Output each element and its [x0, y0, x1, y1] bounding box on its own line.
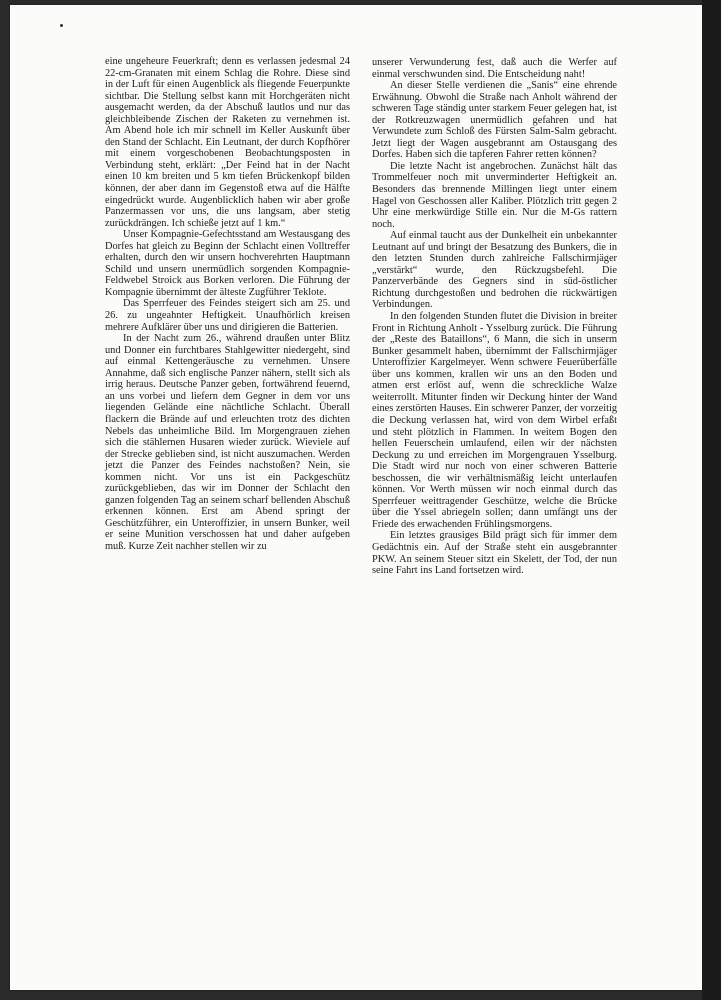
left-column [105, 56, 350, 553]
paragraph: In der Nacht zum 26., während draußen unter Blitz und Donner ein furchtbares Stahlgewitter niedergeht, sind auf einmal Kettengeräusche zu vernehmen. Unsere Annahme, daß sich englische Panzer nähern, stellt sich als irrig heraus. Deutsche Panzer geben, fortwährend feuernd, an uns vorbei und liefern dem Gegner in dem vor uns liegenden Gelände eine nächtliche Schlacht. Überall flackern die Brände auf und erleuchten trotz des dichten Nebels das unheimliche Bild. Im Morgengrauen ziehen sich die stählernen Husaren wieder zurück. Wieviele auf der Strecke geblieben sind, ist nicht auszumachen. Werden jetzt die Panzer des Feindes nachstoßen? Nein, sie kommen nicht. Vor uns ist ein Packgeschütz zurückgeblieben, das wir im Donner der Schlacht den ganzen folgenden Tag an seinem scharf bellenden Abschuß erkennen können. Erst am Abend springt der Geschützführer, ein Unteroffizier, in unsern Bunker, weil er seine Munition verschossen hat und daher aufgeben muß. Kurze Zeit nachher stellen wir zu [105, 333, 350, 552]
paragraph: An dieser Stelle verdienen die „Sanis“ eine ehrende Erwähnung. Obwohl die Straße nach Anholt während der schweren Tage ständig unter starkem Feuer gelegen hat, ist der Rotkreuzwagen unermüdlich gefahren und hat Verwundete zum Schloß des Fürsten Salm-Salm gebracht. Jetzt liegt der Wagen ausgebrannt am Ostausgang des Dorfes. Haben sich die tapferen Fahrer retten können? [372, 80, 617, 161]
paragraph: Unser Kompagnie-Gefechtsstand am Westausgang des Dorfes hat gleich zu Beginn der Schlacht einen Volltreffer erhalten, durch den wir unsern hochverehrten Hauptmann Schild und unsern unermüdlich sorgenden Kompagnie-Feldwebel Stroick aus Borken verloren. Die Führung der Kompagnie übernimmt der älteste Zugführer Teklote. [105, 229, 350, 298]
paragraph: unserer Verwunderung fest, daß auch die Werfer auf einmal verschwunden sind. Die Entscheidung naht! [372, 57, 617, 80]
paragraph: Die letzte Nacht ist angebrochen. Zunächst hält das Trommelfeuer noch mit unverminderter Heftigkeit an. Besonders das brennende Millingen liegt unter einem Hagel von Geschossen aller Kaliber. Plötzlich tritt gegen 2 Uhr eine merkwürdige Stille ein. Nur die M-Gs rattern noch. [372, 160, 617, 230]
paragraph: Ein letztes grausiges Bild prägt sich für immer dem Gedächtnis ein. Auf der Straße steht ein ausgebrannter PKW. An seinem Steuer sitzt ein Skelett, der Tod, der nun seine Fahrt ins Land fortsetzen wird. [372, 530, 617, 577]
document-page [10, 5, 702, 990]
ink-speck [60, 24, 63, 27]
paragraph: Das Sperrfeuer des Feindes steigert sich am 25. und 26. zu ungeahnter Heftigkeit. Unaufhörlich kreisen mehrere Aufklärer über uns und dirigieren die Batterien. [105, 298, 350, 333]
scan-edge [702, 0, 721, 1000]
paragraph: eine ungeheure Feuerkraft; denn es verlassen jedesmal 24 22-cm-Granaten mit einem Schlag die Rohre. Diese sind in der Luft für einen Augenblick als fliegende Feuerpunkte sichtbar. Die Stellung selbst kann mit Horchgeräten nicht ausgemacht werden, da der Abschuß lautlos und nur das gleichbleibende Zischen der Raketen zu vernehmen ist. Am Abend hole ich mir schnell im Keller Auskunft über den Stand der Schlacht. Ein Leutnant, der durch Kopfhörer mit einem vorgeschobenen Beobachtungsposten in Verbindung steht, erklärt: „Der Feind hat in der Nacht einen 10 km breiten und 5 km tiefen Brückenkopf bilden können, der aber dann im Gegenstoß etwa auf die Hälfte eingedrückt wurde. Augenblicklich haben wir aber große Panzermassen vor uns, die uns langsam, aber stetig zurückdrängen. Ich schieße jetzt auf 1 km.“ [105, 56, 350, 229]
paragraph: Auf einmal taucht aus der Dunkelheit ein unbekannter Leutnant auf und bringt der Besatzung des Bunkers, die in den letzten Stunden durch zahlreiche Fallschirmjäger „verstärkt“ wurde, den Rückzugsbefehl. Die Panzerverbände des Gegners sind in süd-östlicher Richtung durchgestoßen und bedrohen die rückwärtigen Verbindungen. [372, 230, 617, 311]
paragraph: In den folgenden Stunden flutet die Division in breiter Front in Richtung Anholt - Ysselburg zurück. Die Führung der „Reste des Bataillons“, 6 Mann, die sich in unserm Bunker gesammelt haben, übernimmt der Fallschirmjäger Unteroffizier Kargelmeyer. Wenn schwere Feuerüberfälle über uns kommen, krallen wir uns an den Boden und atmen erst erlöst auf, wenn die schreckliche Walze weiterrollt. Mitunter finden wir Deckung hinter der Wand eines zerstörten Hauses. Ein schwerer Panzer, der vorzeitig die Deckung verlassen hat, wird von dem Wirbel erfaßt und steht plötzlich in Flammen. In weitem Bogen den hellen Feuerschein umlaufend, eilen wir der nächsten Deckung zu und erreichen im Morgengrauen Ysselburg. Die Stadt wird nur noch von einer schweren Batterie beschossen, die wir verhältnismäßig leicht unterlaufen können. Vor Werth müssen wir noch einmal durch das Sperrfeuer weittragender Geschütze, welche die Brücke über die Yssel abriegeln sollen; dann umfängt uns der Friede des erwachenden Frühlingsmorgens. [372, 311, 617, 530]
right-column [372, 57, 617, 577]
